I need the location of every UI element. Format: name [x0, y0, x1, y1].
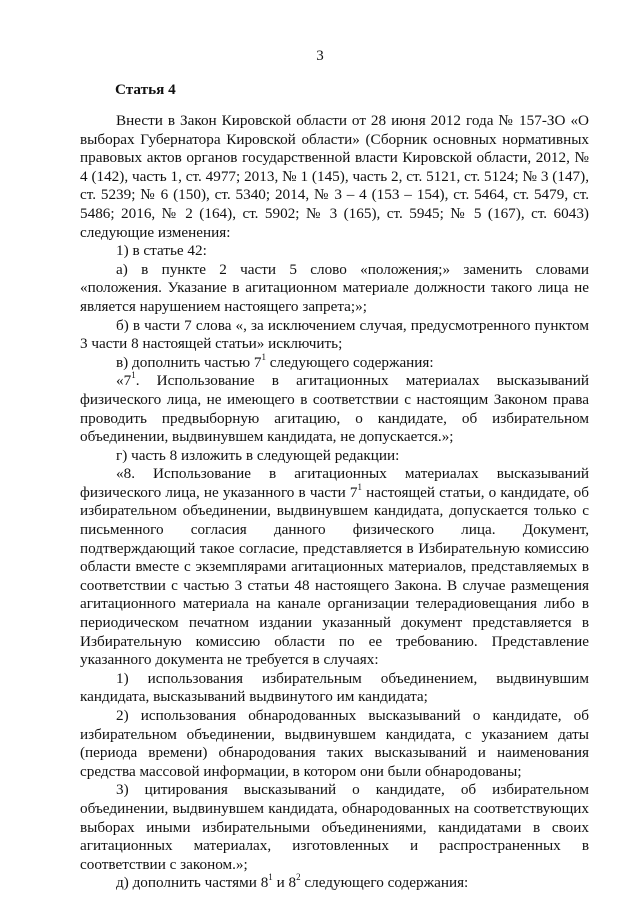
quote-8-text: настоящей статьи, о кандидате, об избирательном объединении, выдвинувшем кандидата, допускается только с письменного согласия данного физического лица. Документ, подтверждающий такое согласие, представляется в Избирательную комиссию области вместе с экземплярами агитационных материалов, представляемых в соответствии с частью 3 статьи 48 настоящего Закона. В случае размещения агитационного материала на канале организации телерадиовещания либо в периодическом печатном издании указанный документ представляется в Избирательную комиссию области по ее требованию. Представление указанного документа не требуется в случаях: [80, 483, 589, 669]
item-d-superscript-1: 1 [268, 872, 273, 883]
page-number: 3 [316, 48, 324, 64]
item-g: г) часть 8 изложить в следующей редакции: [116, 446, 400, 464]
item-a: а) в пункте 2 части 5 слово «положения;» заменить словами «положения. Указание в агитационном материале должности такого лица не является нарушением настоящего запрета;»; [80, 260, 589, 315]
item-v-text-end: следующего содержания: [265, 353, 434, 371]
item-d [80, 874, 589, 893]
quote-7-1-text: . Использование в агитационных материалах высказываний физического лица, не имеющего в соответствии с настоящим Законом права проводить предвыборную агитацию, о кандидате, об избирательном объединении, выдвинувшем кандидата, не допускается.»; [80, 372, 589, 446]
item-1: 1) в статье 42: [116, 242, 207, 260]
case-3: 3) цитирования высказываний о кандидате, об избирательном объединении, выдвинувшем кандидата, обнародованных на соответствующих выборах иными избирательными объединениями, кандидатами в своих агитационных материалах, изготовленных и распространенных в соответствии с законом.»; [80, 781, 589, 873]
quote-7-1-superscript: 1 [131, 370, 136, 381]
quote-part-8 [80, 465, 589, 670]
item-b: б) в части 7 слова «, за исключением случая, предусмотренного пунктом 3 части 8 настоящей статьи» исключить; [80, 316, 589, 353]
case-2: 2) использования обнародованных высказываний о кандидате, об избирательном объединении, выдвинувшем кандидата, с указанием даты (периода времени) обнародования таких высказываний и наименования средства массовой информации, в котором они были обнародованы; [80, 707, 589, 780]
quote-8-superscript: 1 [357, 481, 362, 492]
item-v [80, 351, 589, 373]
item-v-text: в) дополнить частью 7 [116, 353, 262, 371]
item-v-superscript: 1 [261, 351, 266, 362]
quote-8-start: «8. Использование в агитационных материалах высказываний физического лица, не указанного в части 7 [80, 465, 589, 501]
item-d-text-mid: и 8 [272, 874, 297, 892]
document-body [80, 112, 589, 893]
case-1: 1) использования избирательным объединением, выдвинувшим кандидата, высказываний выдвинутого им кандидата; [80, 669, 589, 706]
quote-7-1-start: «7 [116, 372, 132, 390]
item-d-superscript-2: 2 [296, 872, 301, 883]
item-d-text: д) дополнить частями 8 [116, 874, 269, 892]
article-heading: Статья 4 [115, 81, 176, 98]
item-d-text-end: следующего содержания: [300, 874, 469, 892]
intro-paragraph: Внести в Закон Кировской области от 28 июня 2012 года № 157-ЗО «О выборах Губернатора Кировской области» (Сборник основных нормативных правовых актов органов государственной власти Кировской области, 2012, № 4 (142), часть 1, ст. 4977; 2013, № 1 (145), часть 2, ст. 5121, ст. 5124; № 3 (147), ст. 5239; № 6 (150), ст. 5340; 2014, № 3 – 4 (153 – 154), ст. 5464, ст. 5479, ст. 5486; 2016, № 2 (164), ст. 5902; № 3 (165), ст. 5945; № 5 (167), ст. 6043) следующие изменения: [80, 112, 589, 241]
quote-part-7-1 [80, 372, 589, 446]
